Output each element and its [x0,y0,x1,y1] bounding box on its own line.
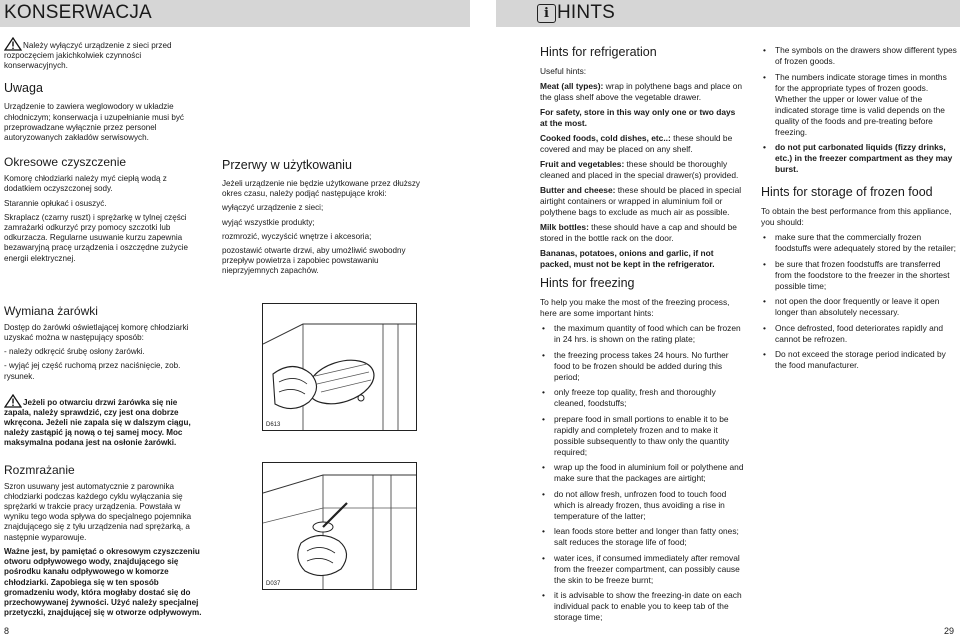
section-title-freezing: Hints for freezing [540,276,635,290]
section-title-cleaning: Okresowe czyszczenie [4,155,127,170]
column-konserwacja [4,37,204,622]
warning-text-2: Jeżeli po otwarciu drzwi żarówka się nie zapala, należy sprawdzić, czy jest ona dobrze wkręcona. Jeżeli nie zapala się w dalszym ciągu, należy zastąpić ją nową o tej samej mocy. Moc maksymalna podana jest na osłonie żarówki. [4,397,191,448]
bulb-p3: - wyjąć jej część ruchomą przez naciśnięcie, zob. rysunek. [4,361,181,381]
hint-cooked [540,133,744,155]
freezing-list-continued [761,45,957,175]
page-number-left: 8 [4,626,10,636]
figure-code-1: D613 [266,422,281,428]
list-item: • not open the door frequently or leave it open longer than absolutely necessary. [761,296,957,318]
bulb-cover-drawing [263,304,416,430]
hint-bananas: Bananas, potatoes, onions and garlic, if not packed, must not be kept in the refrigerator. [540,248,715,269]
list-item: • prepare food in small portions to enable it to be rapidly and completely frozen and to make it possible subsequently to thaw only the quantity required; [540,414,744,458]
hint-butter [540,185,744,218]
warning-icon [4,37,22,51]
page-title-right: HINTS [557,2,615,23]
useful-hints-label: Useful hints: [540,66,587,76]
list-item: • do not put carbonated liquids (fizzy drinks, etc.) in the freezer compartment as they may burst. [761,142,957,175]
section-title-breaks: Przerwy w użytkowaniu [222,158,352,172]
list-item: • be sure that frozen foodstuffs are transferred from the foodstore to the freezer in the shortest possible time; [761,259,957,292]
cleaning-p2: Starannie opłukać i osuszyć. [4,198,107,208]
hint-cooked-label: Cooked foods, cold dishes, etc..: [540,133,671,143]
hint-milk-label: Milk bottles: [540,222,589,232]
list-item: • make sure that the commercially frozen foodstuffs were adequately stored by the retailer; [761,232,957,254]
list-item: • it is advisable to show the freezing-in date on each individual pack to enable you to keep tab of the storage time; [540,590,744,623]
column-hints-storage [761,45,957,376]
list-item: • Do not exceed the storage period indicated by the food manufacturer. [761,349,957,371]
section-title-storage: Hints for storage of frozen food [761,185,933,199]
storage-intro: To obtain the best performance from this appliance, you should: [761,206,952,227]
page-number-right: 29 [943,626,954,636]
hint-fruit-label: Fruit and vegetables: [540,159,625,169]
bulb-p1: Dostęp do żarówki oświetlającej komorę chłodziarki uzyskać można w następujący sposób: [4,322,189,343]
column-przerwy [222,158,422,281]
list-item: • water ices, if consumed immediately after removal from the freezer compartment, can possibly cause the skin to be freeze burnt; [540,553,744,586]
figure-code-2: D037 [266,581,281,587]
breaks-p2: wyłączyć urządzenie z sieci; [222,203,324,213]
list-item: • do not allow fresh, unfrozen food to touch food which is already frozen, thus avoiding a rise in temperature of the latter; [540,489,744,522]
section-title-uwaga: Uwaga [4,81,43,96]
warning-block-2 [4,394,204,449]
hint-fruit-text: these should be thoroughly cleaned and placed in the special drawer(s) provided. [540,159,739,180]
list-item: • Once defrosted, food deteriorates rapidly and cannot be refrozen. [761,323,957,345]
breaks-p1: Jeżeli urządzenie nie będzie użytkowane przez dłuższy okres czasu, należy podjąć następujące kroki: [222,179,420,199]
breaks-p4: rozmrozić, wyczyścić wnętrze i akcesoria; [222,231,372,241]
list-item: • only freeze top quality, fresh and thoroughly cleaned, foodstuffs; [540,387,744,409]
hint-safety: For safety, store in this way only one or two days at the most. [540,107,736,128]
list-item: • wrap up the food in aluminium foil or polythene and make sure that the packages are airtight; [540,462,744,484]
hint-fruit [540,159,744,181]
column-hints-refrigeration [540,45,744,628]
uwaga-text: Urządzenie to zawiera weglowodory w układzie chłodniczym; konserwacja i uzupełnianie musi być przeprowadzane wyłącznie przez personel autoryzowanych zakładów serwisowych. [4,102,184,143]
section-title-refrigeration: Hints for refrigeration [540,45,657,59]
bulb-p2: - należy odkręcić śrubę osłony żarówki. [4,347,145,357]
list-item: • the maximum quantity of food which can be frozen in 24 hrs. is shown on the rating plate; [540,323,744,345]
warning-block-1 [4,37,204,71]
warning-icon [4,394,22,408]
hint-butter-label: Butter and cheese: [540,185,616,195]
cleaning-p1: Komorę chłodziarki należy myć ciepłą wodą z dodatkiem oczyszczonej sody. [4,174,167,194]
breaks-p5: pozostawić otwarte drzwi, aby umożliwić swobodny przepływ powietrza i zapobiec powstawaniu nieprzyjemnych zapachów. [222,246,406,276]
section-title-bulb: Wymiana żarówki [4,303,98,318]
storage-list [761,232,957,371]
hint-cooked-text: these should be covered and may be placed on any shelf. [540,133,733,154]
section-title-defrost: Rozmrażanie [4,462,75,477]
info-icon: i [537,4,556,23]
bulb-illustration [262,303,417,431]
list-item: • The symbols on the drawers show different types of frozen goods. [761,45,957,67]
hint-meat-label: Meat (all types): [540,81,604,91]
hint-butter-text: these should be placed in special airtight containers or wrapped in aluminium foil or polythene bags to exclude as much air as possible. [540,185,742,217]
list-item: • the freezing process takes 24 hours. No further food to be frozen should be added during this period; [540,350,744,383]
list-item: • The numbers indicate storage times in months for the appropriate types of frozen goods. Whether the upper or lower value of the indicated storage time is valid depends on the quality of the foods and pre-treating before freezing. [761,72,957,138]
freezing-intro: To help you make the most of the freezing process, here are some important hints: [540,297,730,318]
freezing-list [540,323,744,623]
cleaning-p3: Skraplacz (czarny ruszt) i sprężarkę w tylnej części zamrażarki odkurzyć przy pomocy szczotki lub odkurzacza. Regularne usuwanie kurzu zapewnia bezawaryjną pracę urządzenia i oszczędne zużycie energii elektrycznej. [4,212,189,263]
hint-milk [540,222,744,244]
defrost-p1: Szron usuwany jest automatycznie z parownika chłodziarki podczas każdego cyklu wyłączania się sprężarki w trakcie pracy urządzenia. Powstała w wyniku tego woda spływa do specjalnego pojemnika znajdującego się z tyłu urządzenia nad sprężarką, a następnie wyparowuje. [4,481,192,542]
page-title-left: KONSERWACJA [4,2,152,23]
list-item: • lean foods store better and longer than fatty ones; salt reduces the storage life of food; [540,526,744,548]
drain-hole-drawing [263,463,416,589]
defrost-p2: Ważne jest, by pamiętać o okresowym czyszczeniu otworu odpływowego wody, znajdującego się pośrodku kanału odpływowego w komorze chłodziarki. Zapobiega się w ten sposób gromadzeniu wody, która mogłaby dostać się do przechowywanej żywności. Użyć należy specjalnej przetyczki, znajdującej się w otworze odpływowym. [4,546,202,618]
hint-meat [540,81,744,103]
hint-milk-text: these should have a cap and should be stored in the bottle rack on the door. [540,222,737,243]
drain-illustration [262,462,417,590]
warning-text-1: Należy wyłączyć urządzenie z sieci przed rozpoczęciem jakichkolwiek czynności konserwacyjnych. [4,40,172,71]
hint-meat-text: wrap in polythene bags and place on the glass shelf above the vegetable drawer. [540,81,743,102]
breaks-p3: wyjąć wszystkie produkty; [222,217,315,227]
